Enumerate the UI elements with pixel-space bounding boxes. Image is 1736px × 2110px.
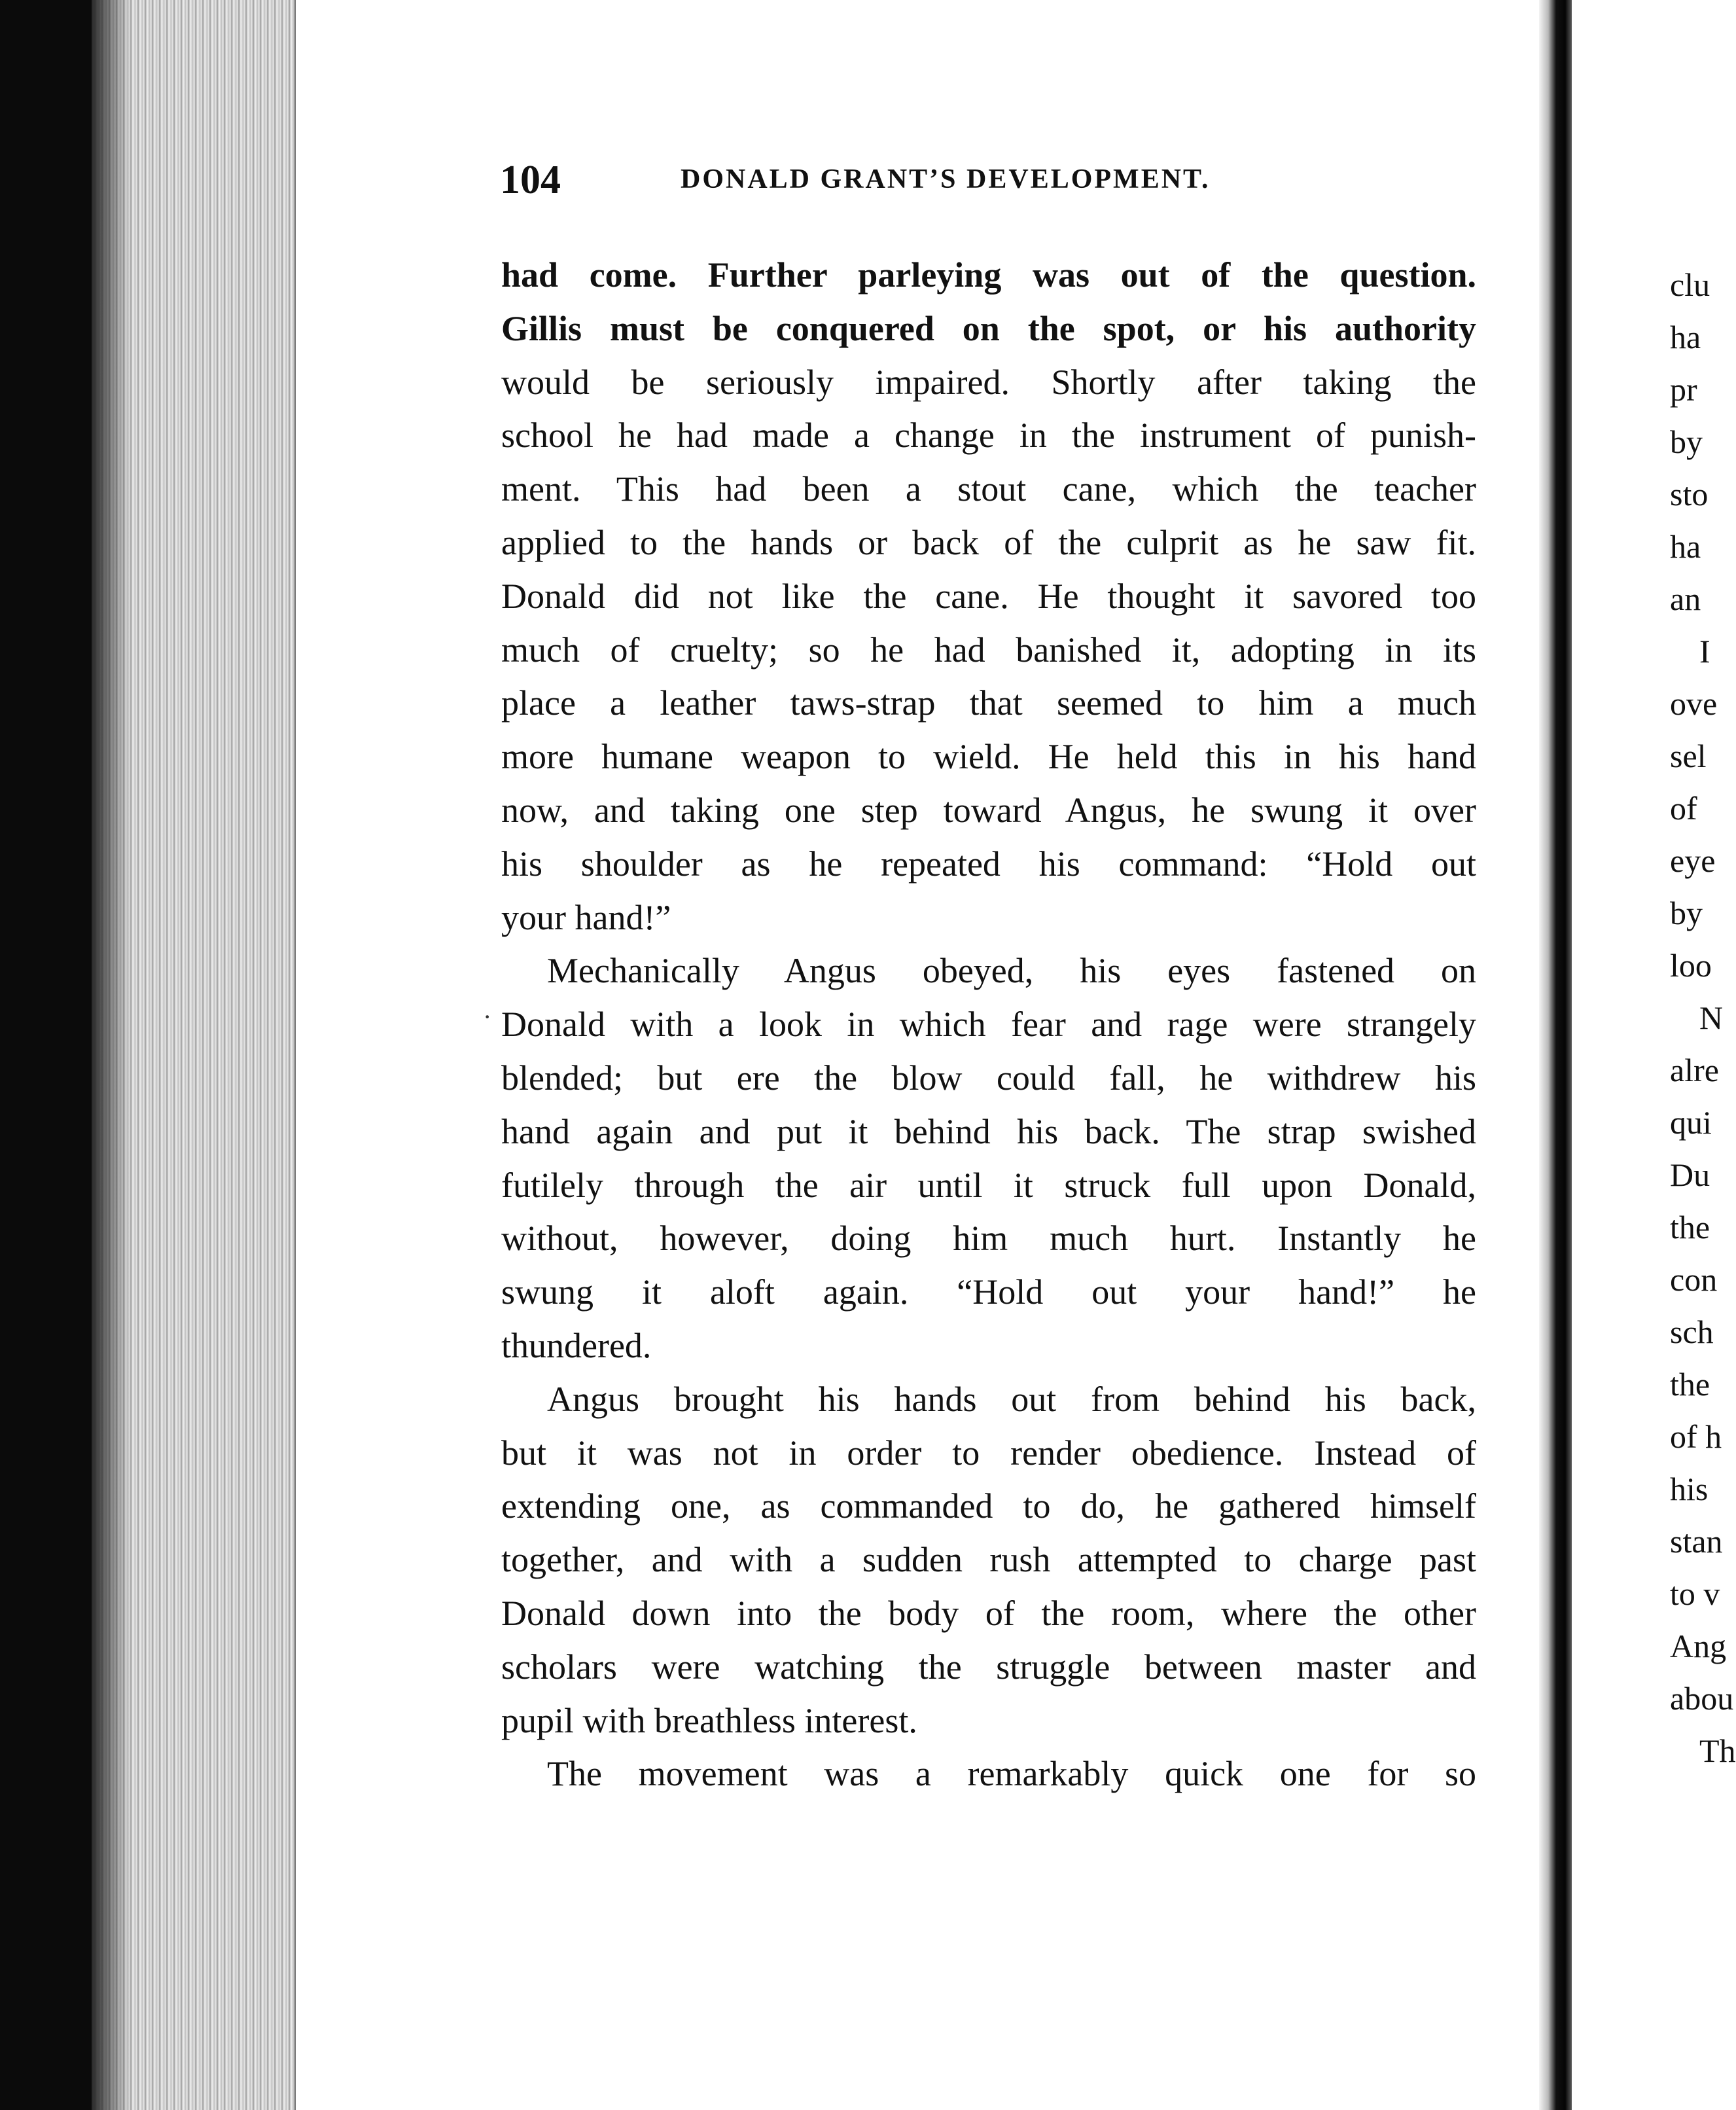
text-line: hand again and put it behind his back. The strap swished — [501, 1111, 1476, 1151]
text-line: together, and with a sudden rush attempted to charge past — [501, 1540, 1476, 1580]
text-line: thundered. — [501, 1325, 652, 1365]
text-line: pupil with breathless interest. — [501, 1700, 917, 1740]
facing-page-fragment: Ang — [1670, 1628, 1727, 1664]
text-line: your hand!” — [501, 897, 671, 937]
facing-page — [1572, 0, 1736, 2110]
facing-page-fragment: his — [1670, 1471, 1709, 1507]
facing-page-fragment: ove — [1670, 685, 1718, 722]
running-head-title: DONALD GRANT’S DEVELOPMENT. — [681, 164, 1211, 194]
text-line: place a leather taws-strap that seemed to him a much — [501, 683, 1476, 723]
running-head — [500, 157, 1318, 209]
facing-page-fragment: abou — [1670, 1680, 1734, 1717]
text-line: Donald with a look in which fear and rage were strangely — [501, 1005, 1476, 1045]
binding-gutter — [1539, 0, 1572, 2110]
facing-page-fragment: pr — [1670, 371, 1697, 408]
facing-page-fragment: Du — [1670, 1156, 1710, 1193]
facing-page-fragment: of — [1670, 790, 1697, 827]
facing-page-fragment: con — [1670, 1261, 1718, 1298]
facing-page-fragment: stan — [1670, 1523, 1723, 1560]
text-line: scholars were watching the struggle between master and — [501, 1647, 1476, 1687]
text-line: had come. Further parleying was out of the question. — [501, 255, 1476, 295]
facing-page-fragment: by — [1670, 423, 1703, 460]
paragraph-start-line: Angus brought his hands out from behind his back, — [547, 1379, 1476, 1419]
text-line: much of cruelty; so he had banished it, adopting in its — [501, 630, 1476, 670]
scanner-background — [0, 0, 92, 2110]
facing-page-fragment: sto — [1670, 476, 1709, 512]
text-line: Donald did not like the cane. He thought it savored too — [501, 576, 1476, 616]
text-line: applied to the hands or back of the culprit as he saw fit. — [501, 522, 1476, 562]
text-line: now, and taking one step toward Angus, he swung it over — [501, 790, 1476, 830]
text-line: ment. This had been a stout cane, which the teacher — [501, 469, 1476, 509]
facing-page-fragment: qui — [1670, 1104, 1712, 1141]
facing-page-fragment: loo — [1670, 947, 1712, 984]
text-line: swung it aloft again. “Hold out your hand!” he — [501, 1272, 1476, 1312]
text-line: extending one, as commanded to do, he gathered himself — [501, 1486, 1476, 1526]
facing-page-fragment: the — [1670, 1209, 1710, 1245]
body-text — [501, 249, 1476, 1801]
facing-page-fragment: clu — [1670, 266, 1710, 303]
facing-page-fragment: of h — [1670, 1418, 1722, 1455]
facing-page-fragment: to v — [1670, 1575, 1720, 1612]
facing-page-fragment: eye — [1670, 842, 1716, 879]
text-line: more humane weapon to wield. He held this in his hand — [501, 737, 1476, 777]
text-line: without, however, doing him much hurt. Instantly he — [501, 1219, 1476, 1259]
facing-page-fragment: ha — [1670, 319, 1701, 355]
text-line: Gillis must be conquered on the spot, or his authority — [501, 308, 1476, 348]
text-line: but it was not in order to render obedience. Instead of — [501, 1433, 1476, 1473]
facing-page-fragment: ha — [1670, 528, 1701, 565]
facing-page-fragment: Th — [1699, 1732, 1736, 1769]
facing-page-fragment: the — [1670, 1366, 1710, 1403]
facing-page-fragment: alre — [1670, 1052, 1719, 1088]
text-line: his shoulder as he repeated his command: “Hold out — [501, 844, 1476, 884]
facing-page-fragment: sel — [1670, 738, 1707, 774]
text-line: would be seriously impaired. Shortly after taking the — [501, 362, 1476, 402]
text-line: blended; but ere the blow could fall, he withdrew his — [501, 1058, 1476, 1098]
facing-page-fragment: sch — [1670, 1314, 1714, 1350]
margin-mark: · — [483, 1002, 492, 1031]
text-line: futilely through the air until it struck full upon Donald, — [501, 1165, 1476, 1205]
facing-page-fragment: I — [1699, 633, 1710, 670]
text-line: school he had made a change in the instrument of punish- — [501, 416, 1476, 456]
paragraph-start-line: Mechanically Angus obeyed, his eyes fastened on — [547, 951, 1476, 991]
paragraph-start-line: The movement was a remarkably quick one for so — [547, 1754, 1476, 1794]
page-edges-shadow — [92, 0, 131, 2110]
facing-page-fragment: by — [1670, 895, 1703, 931]
facing-page-fragment: N — [1699, 999, 1724, 1036]
page-number: 104 — [500, 158, 561, 202]
text-line: Donald down into the body of the room, where the other — [501, 1593, 1476, 1633]
facing-page-fragment: an — [1670, 581, 1701, 617]
